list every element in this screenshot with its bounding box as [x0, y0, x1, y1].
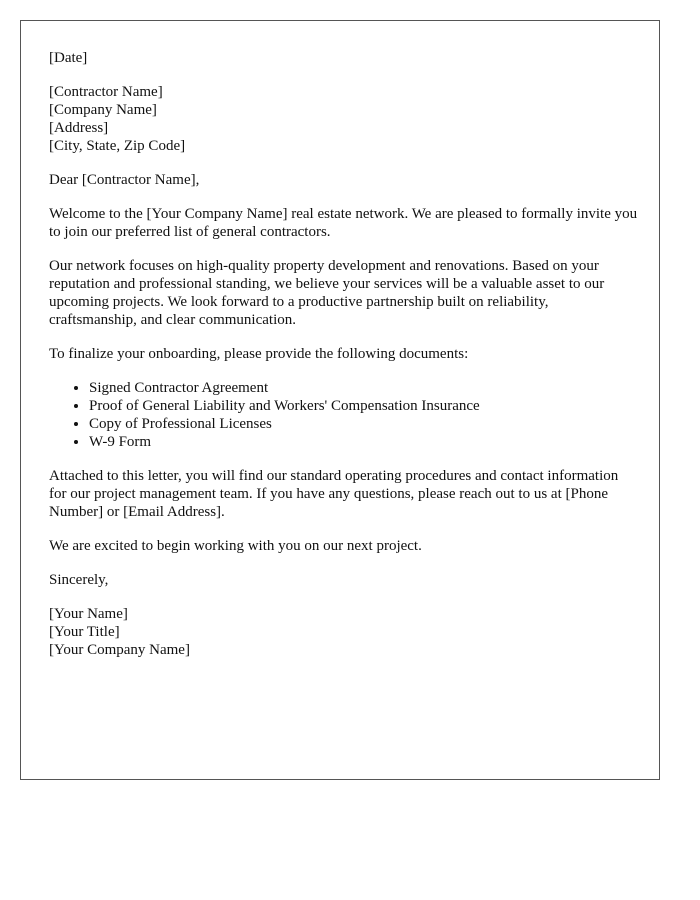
- recipient-name: [Contractor Name]: [49, 84, 163, 100]
- paragraph-excited: We are excited to begin working with you on our next project.: [49, 538, 422, 554]
- signature-name: [Your Name]: [49, 606, 128, 622]
- documents-list: [49, 379, 639, 451]
- recipient-company: [Company Name]: [49, 102, 157, 118]
- letter-body: [49, 49, 639, 675]
- signature-company: [Your Company Name]: [49, 642, 190, 658]
- list-item: • Proof of General Liability and Workers' Compensation Insurance: [89, 397, 639, 415]
- date-line: [Date]: [49, 50, 88, 66]
- letter-page: [20, 20, 660, 780]
- paragraph-attachments: Attached to this letter, you will find our standard operating procedures and contact information for our project management team. If you have any questions, please reach out to us at [Phone Number] or [Email Address].: [49, 468, 619, 520]
- date-block: [49, 49, 639, 67]
- paragraph-network: Our network focuses on high-quality property development and renovations. Based on your reputation and professional standing, we believe your services will be a valuable asset to our upcoming projects. We look forward to a productive partnership built on reliability, craftsmanship, and clear communication.: [49, 258, 605, 328]
- paragraph-welcome: Welcome to the [Your Company Name] real estate network. We are pleased to formally invite you to join our preferred list of general contractors.: [49, 206, 638, 240]
- salutation: Dear [Contractor Name],: [49, 172, 200, 188]
- signoff: Sincerely,: [49, 572, 109, 588]
- list-item: • Signed Contractor Agreement: [89, 379, 639, 397]
- recipient-city-state-zip: [City, State, Zip Code]: [49, 138, 186, 154]
- signature-block: [49, 605, 639, 659]
- list-item: • W-9 Form: [89, 433, 639, 451]
- recipient-address-block: [49, 83, 639, 155]
- list-item: • Copy of Professional Licenses: [89, 415, 639, 433]
- signature-title: [Your Title]: [49, 624, 120, 640]
- paragraph-documents-intro: To finalize your onboarding, please provide the following documents:: [49, 346, 469, 362]
- recipient-address: [Address]: [49, 120, 109, 136]
